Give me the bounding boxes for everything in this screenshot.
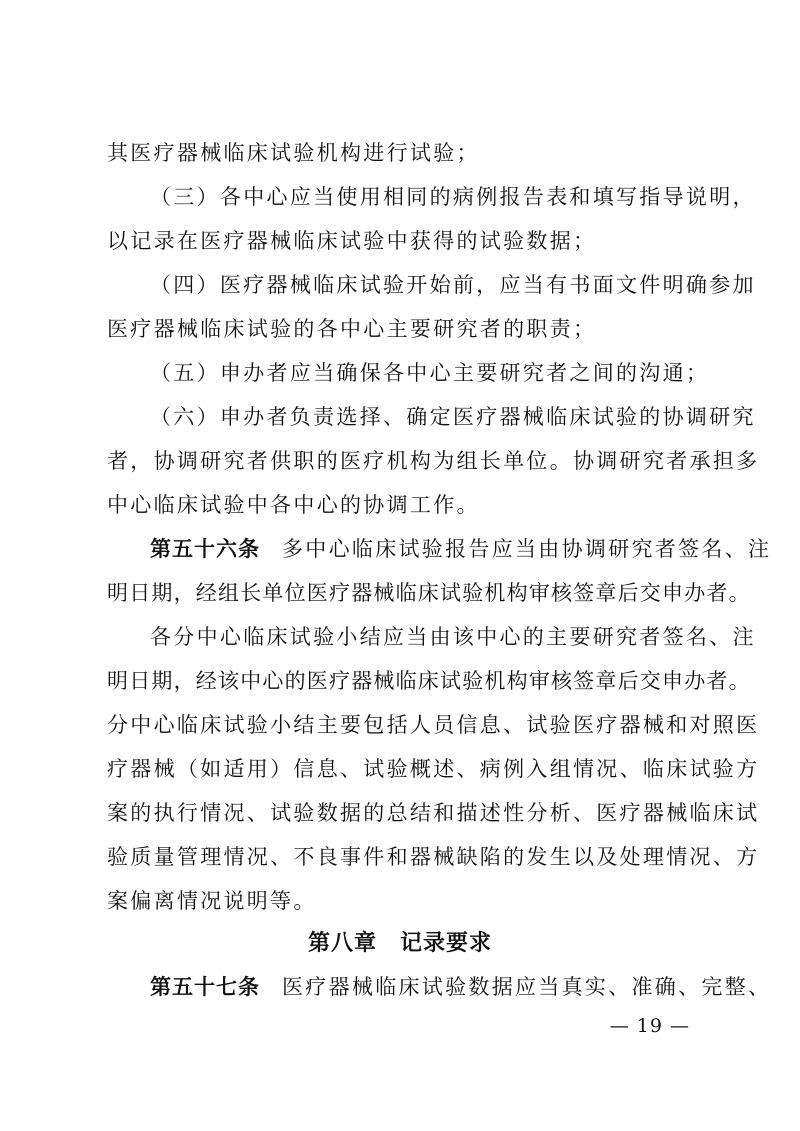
paragraph-line-14: 分中心临床试验小结主要包括人员信息、试验医疗器械和对照医 xyxy=(107,713,760,737)
article-56-text: 多中心临床试验报告应当由协调研究者签名、注 xyxy=(282,537,772,561)
paragraph-line-4: （四）医疗器械临床试验开始前，应当有书面文件明确参加 xyxy=(150,273,756,297)
paragraph-line-13: 明日期，经该中心的医疗器械临床试验机构审核签章后交申办者。 xyxy=(107,669,751,693)
paragraph-line-18: 案偏离情况说明等。 xyxy=(107,889,317,913)
chapter-heading: 第八章 记录要求 xyxy=(307,931,492,956)
paragraph-line-9: 中心临床试验中各中心的协调工作。 xyxy=(107,493,480,517)
paragraph-line-16: 案的执行情况、试验数据的总结和描述性分析、医疗器械临床试 xyxy=(107,801,760,825)
article-57-text: 医疗器械临床试验数据应当真实、准确、完整、 xyxy=(282,975,772,999)
paragraph-line-2: （三）各中心应当使用相同的病例报告表和填写指导说明， xyxy=(150,185,756,209)
page-number: — 19 — xyxy=(609,1015,690,1037)
article-57-heading: 第五十七条 xyxy=(150,974,260,999)
paragraph-line-11: 明日期，经组长单位医疗器械临床试验机构审核签章后交申办者。 xyxy=(107,581,751,605)
paragraph-line-17: 验质量管理情况、不良事件和器械缺陷的发生以及处理情况、方 xyxy=(107,845,760,869)
article-57-first-line xyxy=(150,972,772,1002)
paragraph-line-12: 各分中心临床试验小结应当由该中心的主要研究者签名、注 xyxy=(150,625,756,649)
paragraph-line-8: 者，协调研究者供职的医疗机构为组长单位。协调研究者承担多 xyxy=(107,449,760,473)
paragraph-line-1: 其医疗器械临床试验机构进行试验； xyxy=(107,141,480,165)
paragraph-line-15: 疗器械（如适用）信息、试验概述、病例入组情况、临床试验方 xyxy=(107,757,760,781)
article-56-first-line xyxy=(150,534,772,564)
article-56-heading: 第五十六条 xyxy=(150,536,260,561)
paragraph-line-6: （五）申办者应当确保各中心主要研究者之间的沟通； xyxy=(150,361,710,385)
paragraph-line-7: （六）申办者负责选择、确定医疗器械临床试验的协调研究 xyxy=(150,405,756,429)
paragraph-line-5: 医疗器械临床试验的各中心主要研究者的职责； xyxy=(107,317,597,341)
paragraph-line-3: 以记录在医疗器械临床试验中获得的试验数据； xyxy=(107,229,597,253)
